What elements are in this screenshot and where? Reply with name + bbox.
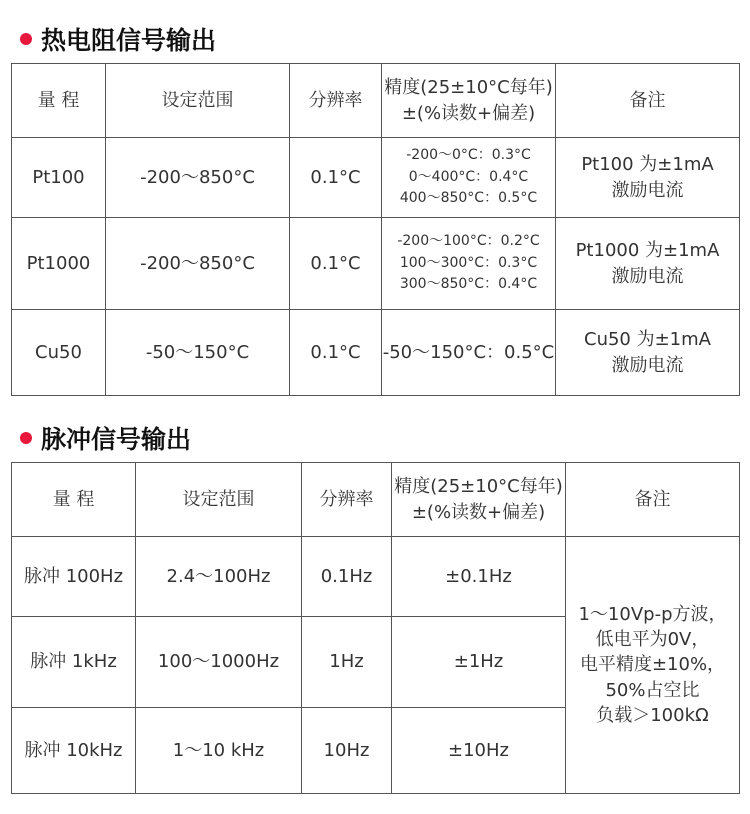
note-line: 激励电流 xyxy=(611,354,684,376)
accuracy-line: 100～300°C：0.3°C xyxy=(399,254,538,271)
cell-range: Pt100 xyxy=(12,138,106,218)
note-line: 50%占空比 xyxy=(605,679,700,701)
cell-setting: -200～850°C xyxy=(106,218,290,310)
accuracy-line: -50～150°C：0.5°C xyxy=(382,341,555,363)
header-range: 量 程 xyxy=(12,463,136,537)
header-resolution: 分辨率 xyxy=(302,463,392,537)
section-title-rtd-text: 热电阻信号输出 xyxy=(41,26,217,55)
cell-setting: 2.4～100Hz xyxy=(136,537,302,617)
pulse-spec-table xyxy=(11,462,740,794)
section-title-rtd xyxy=(20,22,216,56)
cell-accuracy: ±10Hz xyxy=(392,708,566,794)
cell-accuracy: ±1Hz xyxy=(392,617,566,708)
rtd-spec-table xyxy=(11,63,740,396)
cell-resolution: 0.1Hz xyxy=(302,537,392,617)
cell-note-merged xyxy=(566,537,740,794)
note-line: Pt1000 为±1mA xyxy=(575,240,720,262)
cell-resolution: 0.1°C xyxy=(290,218,382,310)
note-line: Cu50 为±1mA xyxy=(584,329,711,351)
note-line: Pt100 为±1mA xyxy=(581,154,714,176)
header-range: 量 程 xyxy=(12,64,106,138)
header-accuracy-line1: 精度(25±10°C每年) xyxy=(384,77,553,99)
cell-accuracy: ±0.1Hz xyxy=(392,537,566,617)
table-row xyxy=(12,218,740,310)
accuracy-line: -200～100°C：0.2°C xyxy=(397,232,540,249)
table-header-row xyxy=(12,64,740,138)
header-note: 备注 xyxy=(566,463,740,537)
note-line: 激励电流 xyxy=(611,179,684,201)
note-line: 低电平为0V， xyxy=(595,629,710,651)
cell-accuracy xyxy=(382,138,556,218)
note-line: 激励电流 xyxy=(611,265,684,287)
accuracy-line: -200～0°C：0.3°C xyxy=(406,146,531,163)
cell-resolution: 1Hz xyxy=(302,617,392,708)
header-accuracy-line1: 精度(25±10°C每年) xyxy=(394,476,563,498)
cell-accuracy xyxy=(382,218,556,310)
cell-resolution: 0.1°C xyxy=(290,310,382,396)
header-setting: 设定范围 xyxy=(136,463,302,537)
accuracy-line: 300～850°C：0.4°C xyxy=(399,276,538,293)
bullet-dot-icon xyxy=(20,33,32,45)
header-accuracy xyxy=(382,64,556,138)
cell-resolution: 0.1°C xyxy=(290,138,382,218)
cell-setting: 1～10 kHz xyxy=(136,708,302,794)
header-accuracy-line2: ±(%读数+偏差) xyxy=(401,102,536,124)
cell-note xyxy=(556,218,740,310)
bullet-dot-icon xyxy=(20,432,32,444)
cell-setting: -200～850°C xyxy=(106,138,290,218)
note-line: 1～10Vp-p方波， xyxy=(578,604,727,626)
accuracy-line: 0～400°C：0.4°C xyxy=(408,168,529,185)
cell-range: 脉冲 10kHz xyxy=(12,708,136,794)
header-resolution: 分辨率 xyxy=(290,64,382,138)
note-line: 负载＞100kΩ xyxy=(596,704,709,726)
cell-range: Cu50 xyxy=(12,310,106,396)
section-title-pulse-text: 脉冲信号输出 xyxy=(41,425,192,454)
cell-note xyxy=(556,138,740,218)
cell-note xyxy=(556,310,740,396)
cell-resolution: 10Hz xyxy=(302,708,392,794)
header-accuracy xyxy=(392,463,566,537)
accuracy-line: 400～850°C：0.5°C xyxy=(399,190,538,207)
cell-range: 脉冲 1kHz xyxy=(12,617,136,708)
table-row xyxy=(12,310,740,396)
header-accuracy-line2: ±(%读数+偏差) xyxy=(411,501,546,523)
cell-range: 脉冲 100Hz xyxy=(12,537,136,617)
cell-setting: 100～1000Hz xyxy=(136,617,302,708)
cell-accuracy xyxy=(382,310,556,396)
header-setting: 设定范围 xyxy=(106,64,290,138)
header-note: 备注 xyxy=(556,64,740,138)
section-title-pulse xyxy=(20,421,191,455)
table-row xyxy=(12,138,740,218)
table-row xyxy=(12,537,740,617)
cell-range: Pt1000 xyxy=(12,218,106,310)
table-header-row xyxy=(12,463,740,537)
cell-setting: -50～150°C xyxy=(106,310,290,396)
note-line: 电平精度±10%， xyxy=(579,654,726,676)
